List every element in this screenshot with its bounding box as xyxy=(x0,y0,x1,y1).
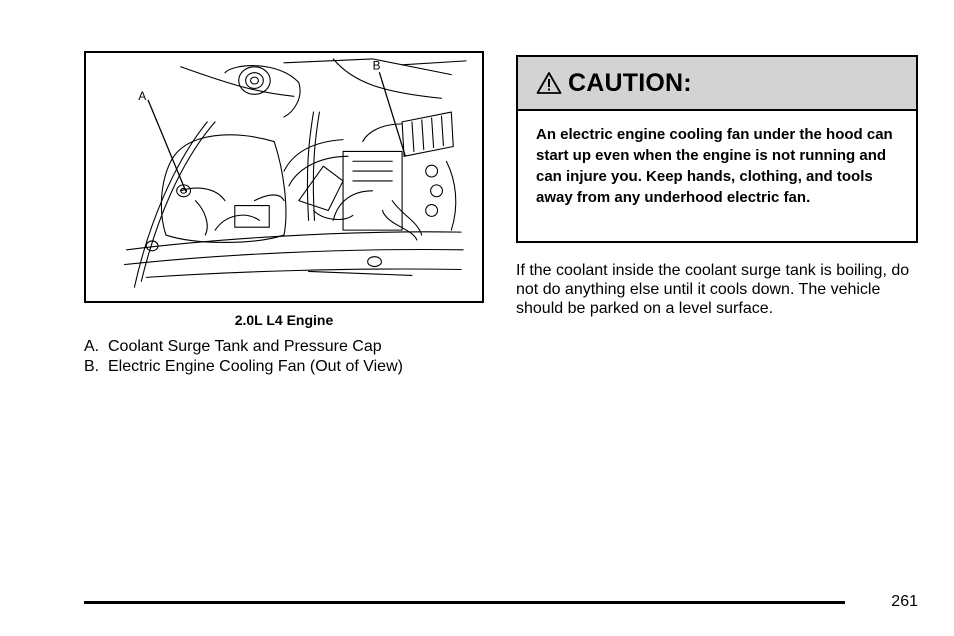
caution-header xyxy=(518,57,916,111)
caution-box xyxy=(516,55,918,243)
figure-legend xyxy=(84,337,403,377)
legend-text: Electric Engine Cooling Fan (Out of View) xyxy=(108,358,403,375)
caution-body: An electric engine cooling fan under the hood can start up even when the engine is not running and can injure you. Keep hands, clothing, and tools away from any underhood electric fan. xyxy=(536,126,893,206)
legend-key: A. xyxy=(84,338,100,355)
engine-illustration xyxy=(84,51,484,303)
figure-caption: 2.0L L4 Engine xyxy=(234,312,334,328)
caution-title: CAUTION: xyxy=(568,68,692,97)
callout-label-a: A xyxy=(138,89,147,104)
callout-label-b: B xyxy=(372,58,381,73)
page-number: 261 xyxy=(891,593,918,610)
body-paragraph: If the coolant inside the coolant surge tank is boiling, do not do anything else until it cools down. The vehicle should be parked on a level surface. xyxy=(516,262,910,317)
legend-text: Coolant Surge Tank and Pressure Cap xyxy=(108,338,382,355)
warning-triangle-icon xyxy=(536,71,562,95)
legend-item xyxy=(84,337,403,357)
footer-rule xyxy=(84,601,845,604)
legend-item xyxy=(84,357,403,377)
legend-key: B. xyxy=(84,358,100,375)
